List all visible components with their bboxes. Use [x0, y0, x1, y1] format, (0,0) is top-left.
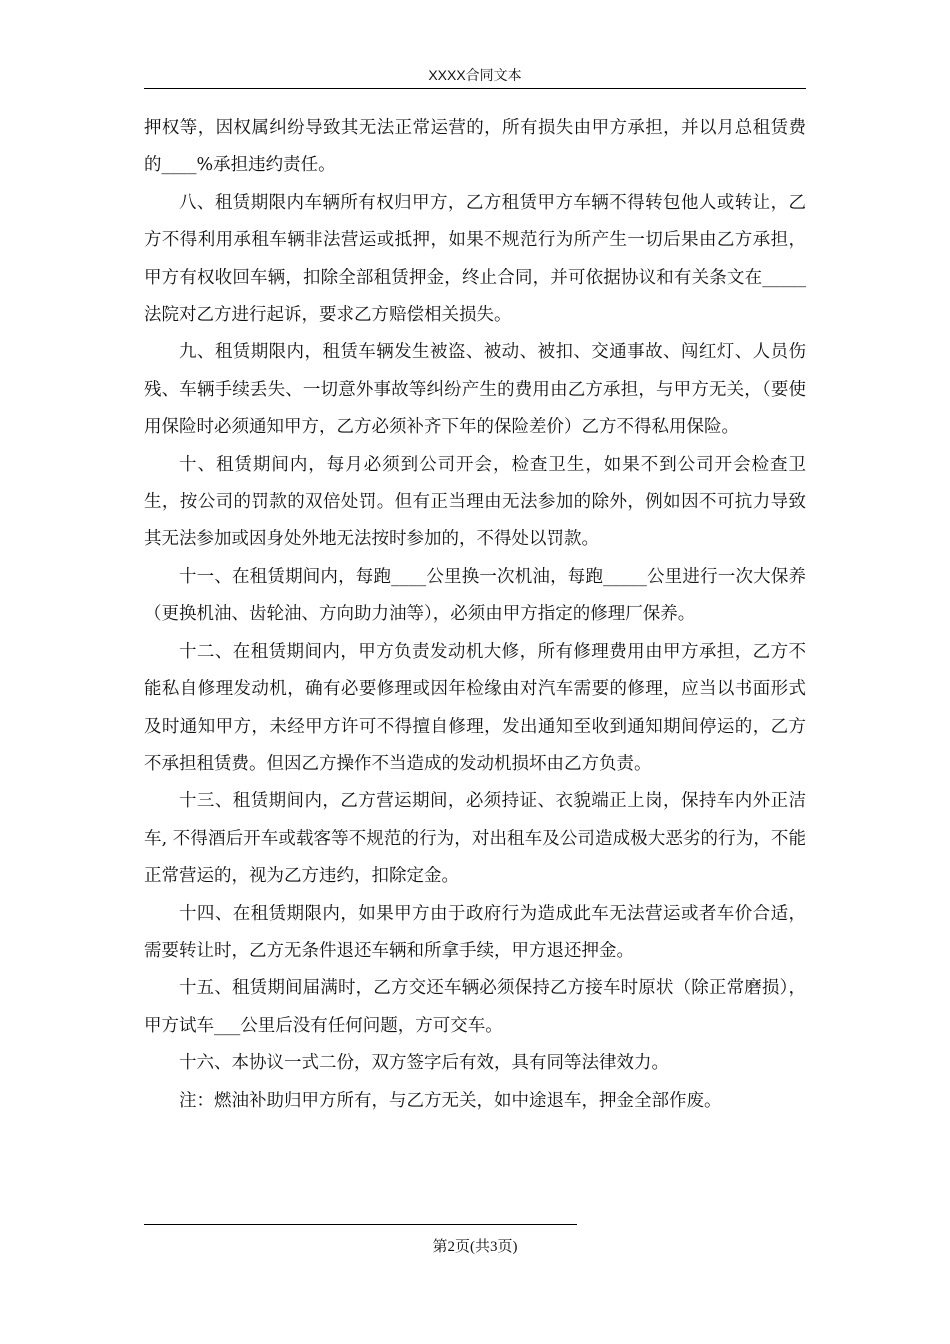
contract-body — [144, 110, 806, 1120]
page-header-title: XXXX合同文本 — [428, 67, 522, 83]
clause-11: 十一、在租赁期间内，每跑____公里换一次机油，每跑_____公里进行一次大保养（更换机油、齿轮油、方向助力油等），必须由甲方指定的修理厂保养。 — [144, 566, 806, 625]
page-number: 第2页(共3页) — [432, 1239, 518, 1255]
paragraph-continuation: 押权等，因权属纠纷导致其无法正常运营的，所有损失由甲方承担，并以月总租赁费的____%承担违约责任。 — [144, 118, 806, 176]
clause-16: 十六、本协议一式二份，双方签字后有效，具有同等法律效力。 — [179, 1053, 669, 1074]
clause-13: 十三、租赁期间内，乙方营运期间，必须持证、衣貌端正上岗，保持车内外正洁车, 不得酒后开车或载客等不规范的行为，对出租车及公司造成极大恶劣的行为，不能正常营运的，视为乙方违约，扣除定金。 — [144, 791, 806, 887]
header-divider — [144, 88, 806, 89]
clause-12: 十二、在租赁期间内，甲方负责发动机大修，所有修理费用由甲方承担，乙方不能私自修理发动机，确有必要修理或因年检缘由对汽车需要的修理，应当以书面形式及时通知甲方，未经甲方许可不得擅自修理，发出通知至收到通知期间停运的，乙方不承担租赁费。但因乙方操作不当造成的发动机损坏由乙方负责。 — [144, 641, 806, 774]
note-paragraph: 注：燃油补助归甲方所有，与乙方无关，如中途退车，押金全部作废。 — [179, 1090, 722, 1111]
clause-9: 九、租赁期限内，租赁车辆发生被盗、被动、被扣、交通事故、闯红灯、人员伤残、车辆手续丢失、一切意外事故等纠纷产生的费用由乙方承担，与甲方无关，（要使用保险时必须通知甲方，乙方必须补齐下年的保险差价）乙方不得私用保险。 — [144, 342, 806, 438]
clause-8: 八、租赁期限内车辆所有权归甲方，乙方租赁甲方车辆不得转包他人或转让，乙方不得利用承租车辆非法营运或抵押，如果不规范行为所产生一切后果由乙方承担，甲方有权收回车辆，扣除全部租赁押金，终止合同，并可依据协议和有关条文在_____法院对乙方进行起诉，要求乙方赔偿相关损失。 — [144, 192, 806, 326]
footer-divider — [144, 1224, 577, 1225]
clause-10: 十、租赁期间内，每月必须到公司开会，检查卫生，如果不到公司开会检查卫生，按公司的罚款的双倍处罚。但有正当理由无法参加的除外，例如因不可抗力导致其无法参加或因身处外地无法按时参加的，不得处以罚款。 — [144, 454, 806, 550]
clause-15: 十五、租赁期间届满时，乙方交还车辆必须保持乙方接车时原状（除正常磨损），甲方试车___公里后没有任何问题，方可交车。 — [144, 978, 806, 1036]
clause-14: 十四、在租赁期限内，如果甲方由于政府行为造成此车无法营运或者车价合适，需要转让时，乙方无条件退还车辆和所拿手续，甲方退还押金。 — [144, 903, 806, 961]
